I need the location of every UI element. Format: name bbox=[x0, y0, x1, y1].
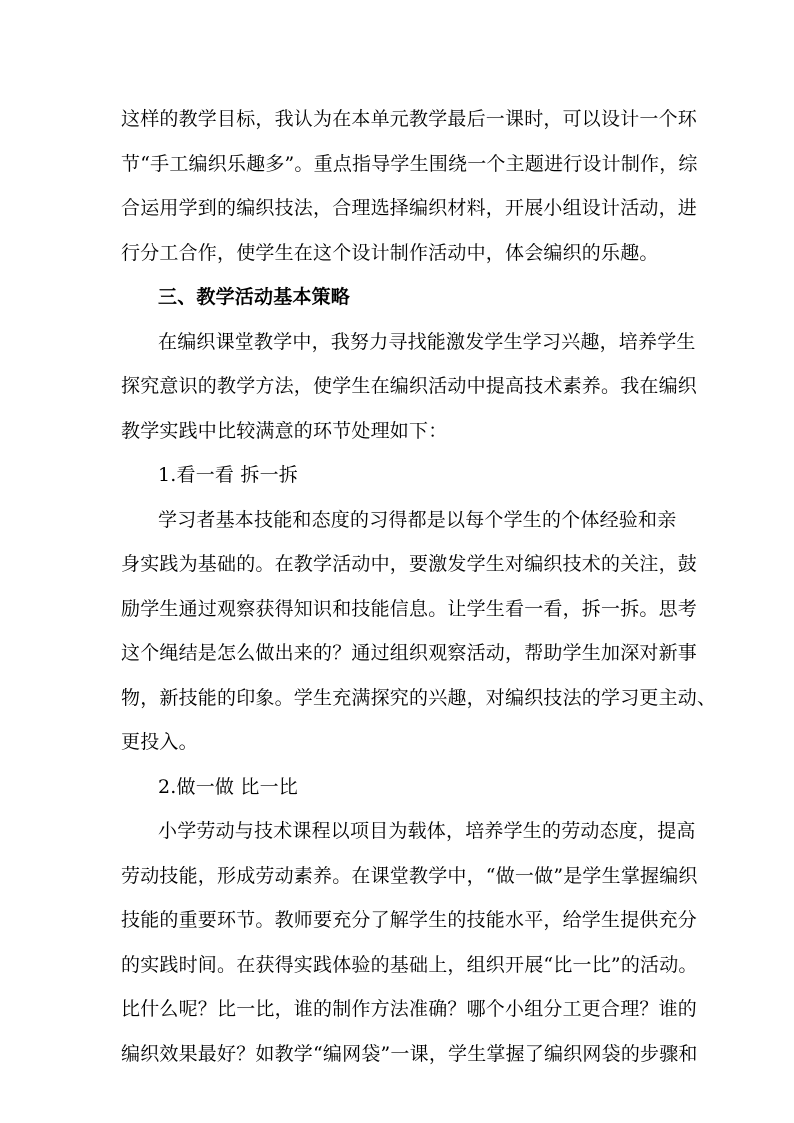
paragraph-line: 劳动技能，形成劳动素养。在课堂教学中，“做一做”是学生掌握编织 bbox=[121, 865, 698, 887]
paragraph-line: 合运用学到的编织技法，合理选择编织材料，开展小组设计活动，进 bbox=[121, 197, 698, 219]
paragraph-line: 更投入。 bbox=[121, 731, 198, 753]
paragraph-line: 励学生通过观察获得知识和技能信息。让学生看一看，拆一拆。思考 bbox=[121, 598, 698, 620]
paragraph-line: 编织效果最好？如教学“编网袋”一课，学生掌握了编织网袋的步骤和 bbox=[121, 1043, 698, 1065]
paragraph-line: 技能的重要环节。教师要充分了解学生的技能水平，给学生提供充分 bbox=[121, 909, 698, 931]
paragraph-line: 比什么呢？比一比，谁的制作方法准确？哪个小组分工更合理？谁的 bbox=[121, 998, 698, 1020]
paragraph-line: 探究意识的教学方法，使学生在编织活动中提高技术素养。我在编织 bbox=[121, 375, 698, 397]
section-heading: 三、教学活动基本策略 bbox=[158, 286, 351, 308]
paragraph-line: 节“手工编织乐趣多”。重点指导学生围绕一个主题进行设计制作，综 bbox=[121, 153, 698, 175]
subsection-heading: 1.看一看 拆一拆 bbox=[158, 464, 298, 486]
paragraph-line: 小学劳动与技术课程以项目为载体，培养学生的劳动态度，提高 bbox=[158, 820, 696, 842]
paragraph-line: 教学实践中比较满意的环节处理如下： bbox=[121, 420, 448, 442]
paragraph-line: 身实践为基础的。在教学活动中，要激发学生对编织技术的关注，鼓 bbox=[121, 553, 698, 575]
paragraph-line: 在编织课堂教学中，我努力寻找能激发学生学习兴趣，培养学生 bbox=[158, 331, 696, 353]
paragraph-line: 学习者基本技能和态度的习得都是以每个学生的个体经验和亲 bbox=[158, 509, 677, 531]
paragraph-line: 这样的教学目标，我认为在本单元教学最后一课时，可以设计一个环 bbox=[121, 108, 698, 130]
paragraph-line: 行分工合作，使学生在这个设计制作活动中，体会编织的乐趣。 bbox=[121, 242, 659, 264]
paragraph-line: 的实践时间。在获得实践体验的基础上，组织开展“比一比”的活动。 bbox=[121, 954, 698, 976]
subsection-heading: 2.做一做 比一比 bbox=[158, 776, 298, 798]
paragraph-line: 物，新技能的印象。学生充满探究的兴趣，对编织技法的学习更主动、 bbox=[121, 687, 717, 709]
paragraph-line: 这个绳结是怎么做出来的？通过组织观察活动，帮助学生加深对新事 bbox=[121, 642, 698, 664]
